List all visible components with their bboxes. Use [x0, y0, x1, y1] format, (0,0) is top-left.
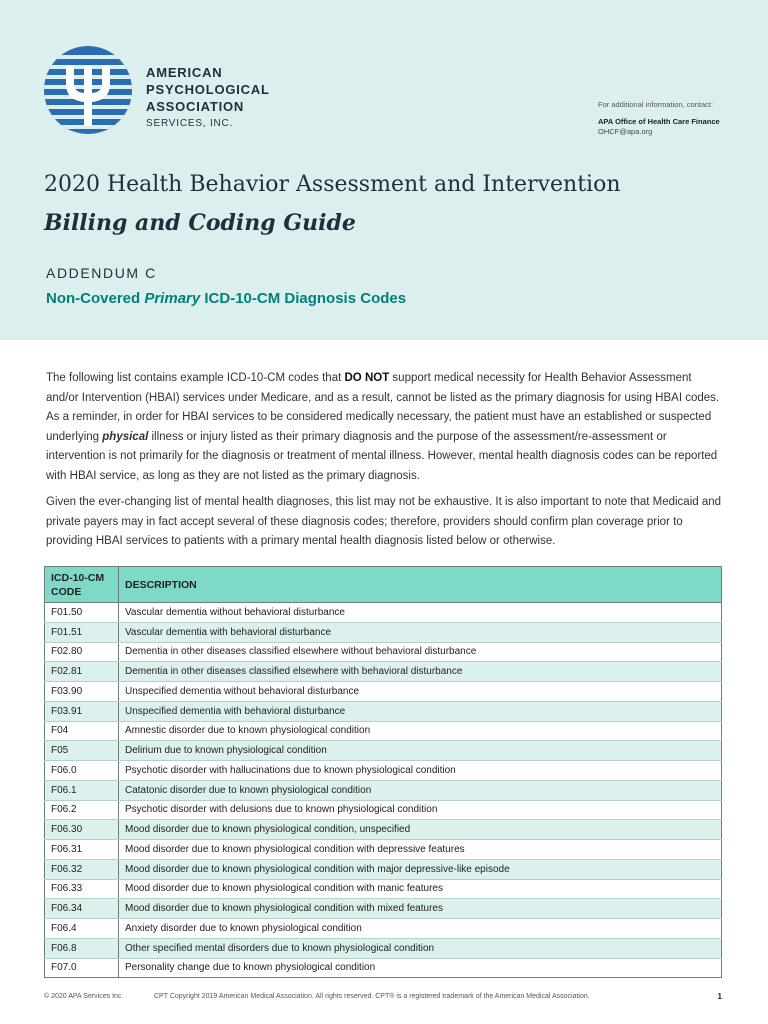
description-cell: Mood disorder due to known physiological condition with depressive features	[119, 840, 722, 860]
table-row	[45, 859, 722, 879]
intro-text-run: The following list contains example ICD-10-CM codes that	[46, 372, 345, 384]
contact-info	[598, 100, 720, 138]
description-cell: Delirium due to known physiological condition	[119, 741, 722, 761]
code-cell: F06.34	[45, 899, 119, 919]
table-row	[45, 662, 722, 682]
code-cell: F07.0	[45, 958, 119, 978]
intro-paragraph-2: Given the ever-changing list of mental health diagnoses, this list may not be exhaustive. It is also important to note that Medicaid and private payers may in fact accept several of these diagnosis codes; therefore, providers should confirm plan coverage prior to providing HBAI services to patients with a primary mental health diagnosis listed below or otherwise.	[46, 496, 722, 547]
table-row	[45, 622, 722, 642]
table-row	[45, 603, 722, 623]
code-cell: F06.31	[45, 840, 119, 860]
footer-cpt-notice: CPT Copyright 2019 American Medical Association. All rights reserved. CPT® is a registered trademark of the American Medical Association.	[154, 993, 590, 1000]
code-cell: F01.51	[45, 622, 119, 642]
table-row	[45, 682, 722, 702]
intro-bold-text: DO NOT	[344, 372, 390, 384]
table-row	[45, 958, 722, 978]
page-number: 1	[717, 992, 722, 1001]
code-cell: F02.80	[45, 642, 119, 662]
code-cell: F01.50	[45, 603, 119, 623]
code-cell: F06.1	[45, 780, 119, 800]
table-row	[45, 938, 722, 958]
page-title: 2020 Health Behavior Assessment and Intervention	[44, 172, 621, 197]
table-row	[45, 879, 722, 899]
intro-text-run: support medical necessity for Health Behavior Assessment and/or Intervention (HBAI) services under Medicare, and as a result, cannot be listed as the primary diagnosis for using HBAI codes. As a reminder, in order for HBAI services to be considered medically necessary, the patient must have an established or suspected underlying	[46, 372, 720, 443]
section-heading-emphasis: Primary	[144, 290, 201, 307]
addendum-label: ADDENDUM C	[46, 265, 157, 281]
diagnosis-codes-table	[44, 566, 722, 978]
description-cell: Dementia in other diseases classified elsewhere with behavioral disturbance	[119, 662, 722, 682]
section-heading	[46, 290, 406, 307]
code-cell: F06.0	[45, 761, 119, 781]
table-row	[45, 721, 722, 741]
code-cell: F06.2	[45, 800, 119, 820]
footer-copyright: © 2020 APA Services Inc.	[44, 993, 124, 1000]
code-cell: F03.90	[45, 682, 119, 702]
intro-emphasis-text: physical	[102, 430, 149, 443]
description-cell: Mood disorder due to known physiological condition with manic features	[119, 879, 722, 899]
intro-paragraph-1	[46, 369, 726, 486]
table-row	[45, 701, 722, 721]
org-name	[146, 64, 270, 129]
description-cell: Personality change due to known physiological condition	[119, 958, 722, 978]
page-subtitle: Billing and Coding Guide	[44, 210, 356, 236]
code-cell: F05	[45, 741, 119, 761]
section-heading-part: Non-Covered	[46, 290, 145, 307]
column-header-description: DESCRIPTION	[119, 567, 722, 603]
table-row	[45, 899, 722, 919]
code-cell: F06.30	[45, 820, 119, 840]
intro-text-run: illness or injury listed as their primary diagnosis and the purpose of the assessment/re-assessment or intervention is not primarily for the diagnosis or treatment of mental illness. However, mental health diagnosis codes can be reported with HBAI service, as long as they are not listed as the primary diagnosis.	[46, 430, 718, 482]
description-cell: Psychotic disorder with hallucinations due to known physiological condition	[119, 761, 722, 781]
contact-office: APA Office of Health Care Finance	[598, 116, 720, 126]
table-row	[45, 919, 722, 939]
code-cell: F03.91	[45, 701, 119, 721]
org-name-line: PSYCHOLOGICAL	[146, 82, 270, 97]
table-row	[45, 820, 722, 840]
description-cell: Vascular dementia without behavioral disturbance	[119, 603, 722, 623]
section-heading-part: ICD-10-CM Diagnosis Codes	[200, 290, 407, 307]
org-name-line: AMERICAN	[146, 65, 223, 80]
code-cell: F06.8	[45, 938, 119, 958]
table-row	[45, 642, 722, 662]
org-sub: SERVICES, INC.	[146, 118, 234, 129]
description-cell: Mood disorder due to known physiological condition with major depressive-like episode	[119, 859, 722, 879]
contact-email-link[interactable]: OHCF@apa.org	[598, 127, 653, 136]
description-cell: Unspecified dementia with behavioral disturbance	[119, 701, 722, 721]
contact-label: For additional information, contact:	[598, 100, 714, 109]
header-band	[0, 0, 768, 340]
code-cell: F06.4	[45, 919, 119, 939]
table-row	[45, 780, 722, 800]
column-header-code: ICD-10-CM CODE	[45, 567, 119, 603]
description-cell: Mood disorder due to known physiological condition, unspecified	[119, 820, 722, 840]
description-cell: Amnestic disorder due to known physiological condition	[119, 721, 722, 741]
org-name-line: ASSOCIATION	[146, 99, 245, 114]
intro-text	[46, 369, 726, 559]
code-cell: F02.81	[45, 662, 119, 682]
apa-logo-icon	[44, 46, 132, 134]
code-cell: F06.33	[45, 879, 119, 899]
description-cell: Psychotic disorder with delusions due to known physiological condition	[119, 800, 722, 820]
description-cell: Vascular dementia with behavioral disturbance	[119, 622, 722, 642]
table-row	[45, 761, 722, 781]
description-cell: Other specified mental disorders due to known physiological condition	[119, 938, 722, 958]
table-header-row	[45, 567, 722, 603]
table-body	[45, 603, 722, 978]
table-row	[45, 800, 722, 820]
code-cell: F04	[45, 721, 119, 741]
description-cell: Anxiety disorder due to known physiological condition	[119, 919, 722, 939]
table-row	[45, 840, 722, 860]
code-cell: F06.32	[45, 859, 119, 879]
description-cell: Dementia in other diseases classified elsewhere without behavioral disturbance	[119, 642, 722, 662]
table-row	[45, 741, 722, 761]
description-cell: Unspecified dementia without behavioral disturbance	[119, 682, 722, 702]
description-cell: Mood disorder due to known physiological condition with mixed features	[119, 899, 722, 919]
description-cell: Catatonic disorder due to known physiological condition	[119, 780, 722, 800]
